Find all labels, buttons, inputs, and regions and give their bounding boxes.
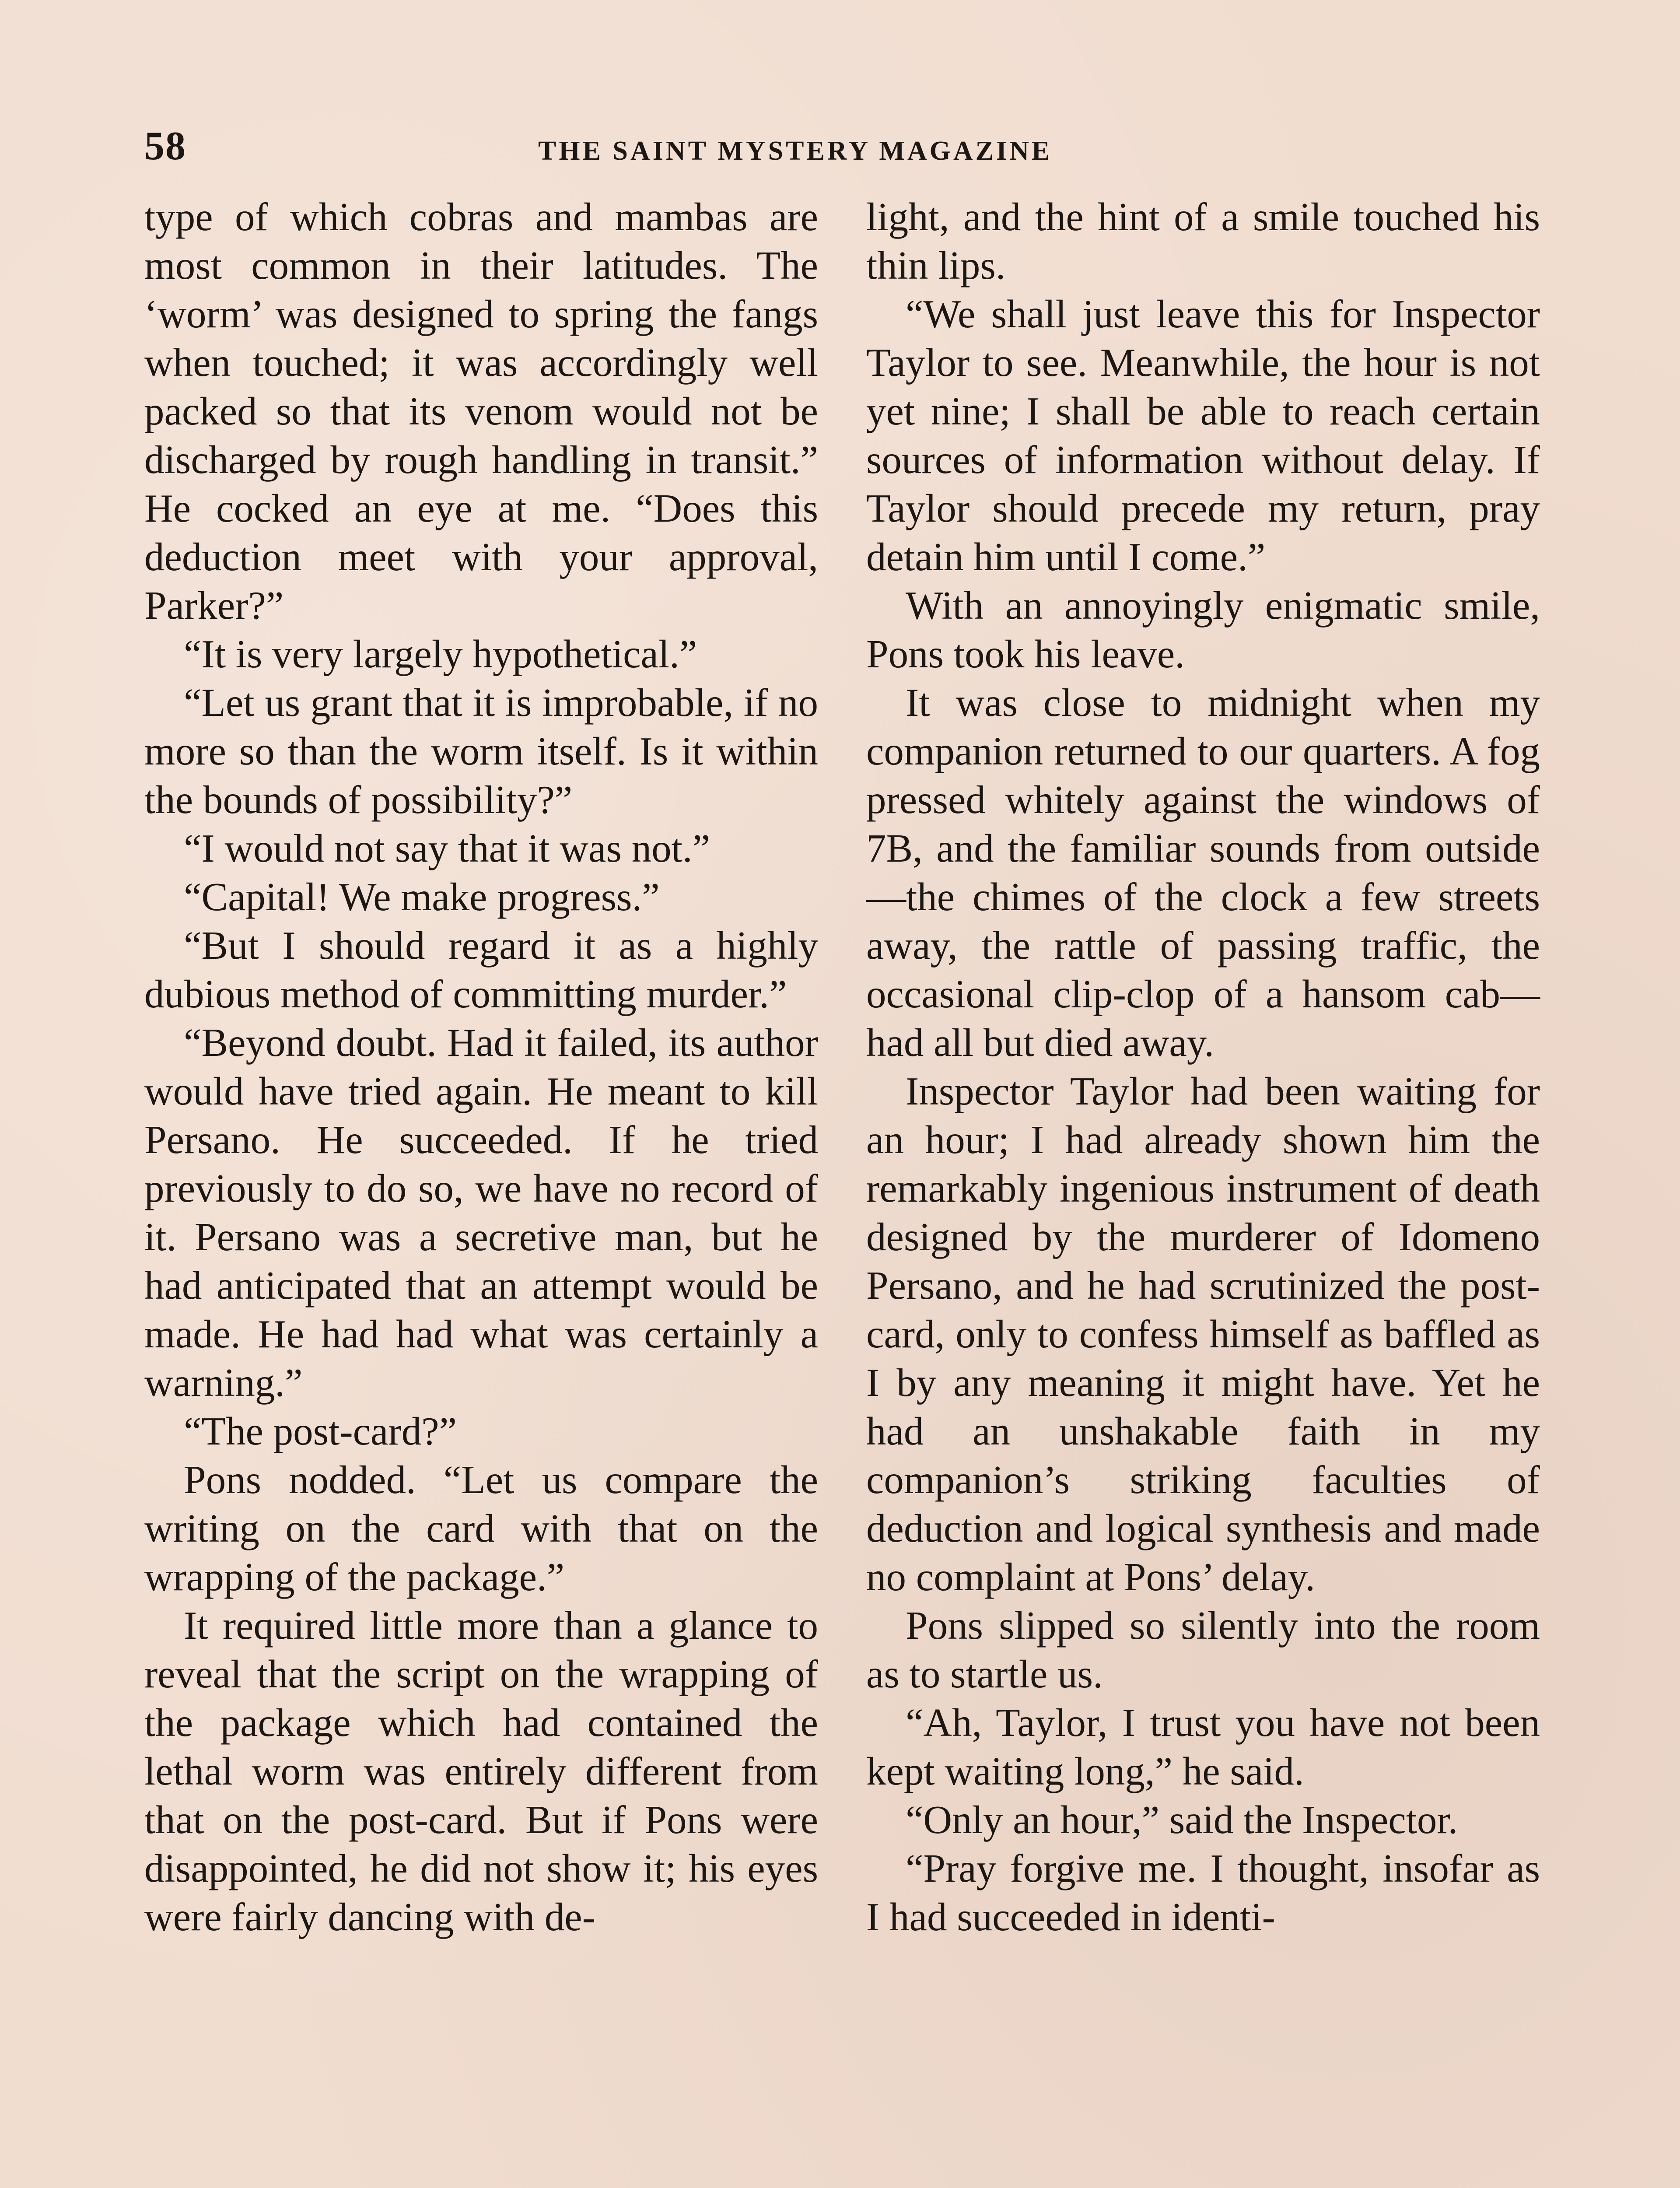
paragraph: “Beyond doubt. Had it failed, its author would have tried again. He meant to kill Persano. He succeeded. If he tried previously to do so, we have no record of it. Persano was a secretive man, but he had anticipated that an attempt would be made. He had had what was certainly a warning.”: [144, 1020, 818, 1405]
paragraph: Inspector Taylor had been waiting for an hour; I had already shown him the remarkably ingenious instrument of death designed by the murderer of Idomeno Persano, and he had scrutinized the post-card, only to confess himself as baffled as I by any meaning it might have. Yet he had an unshakable faith in my companion’s striking faculties of deduction and logical synthesis and made no complaint at Pons’ delay.: [866, 1069, 1540, 1599]
paragraph: With an annoyingly enigmatic smile, Pons took his leave.: [866, 583, 1540, 676]
paragraph: “We shall just leave this for Inspector Taylor to see. Meanwhile, the hour is not yet nine; I shall be able to reach certain sources of information without delay. If Taylor should precede my return, pray detain him until I come.”: [866, 292, 1540, 579]
paragraph: “Only an hour,” said the Inspector.: [906, 1798, 1458, 1842]
paragraph: “Ah, Taylor, I trust you have not been kept waiting long,” he said.: [866, 1701, 1540, 1793]
paragraph: It was close to midnight when my companion returned to our quarters. A fog pressed whitely against the windows of 7B, and the familiar sounds from outside—the chimes of the clock a few streets away, the rattle of passing traffic, the occasional clip-clop of a hansom cab—had all but died away.: [866, 680, 1540, 1065]
left-column: [144, 193, 818, 1941]
paragraph: “Pray forgive me. I thought, insofar as I had succeeded in identi-: [866, 1846, 1540, 1939]
paragraph: light, and the hint of a smile touched his thin lips.: [866, 195, 1540, 288]
paragraph: Pons nodded. “Let us compare the writing on the card with that on the wrapping of the package.”: [144, 1458, 818, 1599]
running-head: THE SAINT MYSTERY MAGAZINE: [538, 136, 1053, 166]
paragraph: “Capital! We make progress.”: [184, 875, 660, 919]
paragraph: “I would not say that it was not.”: [184, 826, 710, 870]
paragraph: “Let us grant that it is improbable, if no more so than the worm itself. Is it within the bounds of possibility?”: [144, 680, 818, 822]
page-number: 58: [144, 123, 186, 168]
paragraph: type of which cobras and mambas are most common in their latitudes. The ‘worm’ was designed to spring the fangs when touched; it was accordingly well packed so that its venom would not be discharged by rough handling in transit.” He cocked an eye at me. “Does this deduction meet with your approval, Parker?”: [144, 195, 818, 628]
paragraph: It required little more than a glance to reveal that the script on the wrapping of the package which had contained the lethal worm was entirely different from that on the post-card. But if Pons were disappointed, he did not show it; his eyes were fairly dancing with de-: [144, 1603, 818, 1939]
page-header: [144, 123, 1544, 175]
right-column: [866, 193, 1540, 1941]
paragraph: Pons slipped so silently into the room as to startle us.: [866, 1603, 1540, 1696]
paragraph: “But I should regard it as a highly dubious method of committing murder.”: [144, 923, 818, 1016]
paragraph: “It is very largely hypothetical.”: [184, 632, 697, 676]
paragraph: “The post-card?”: [184, 1409, 457, 1453]
